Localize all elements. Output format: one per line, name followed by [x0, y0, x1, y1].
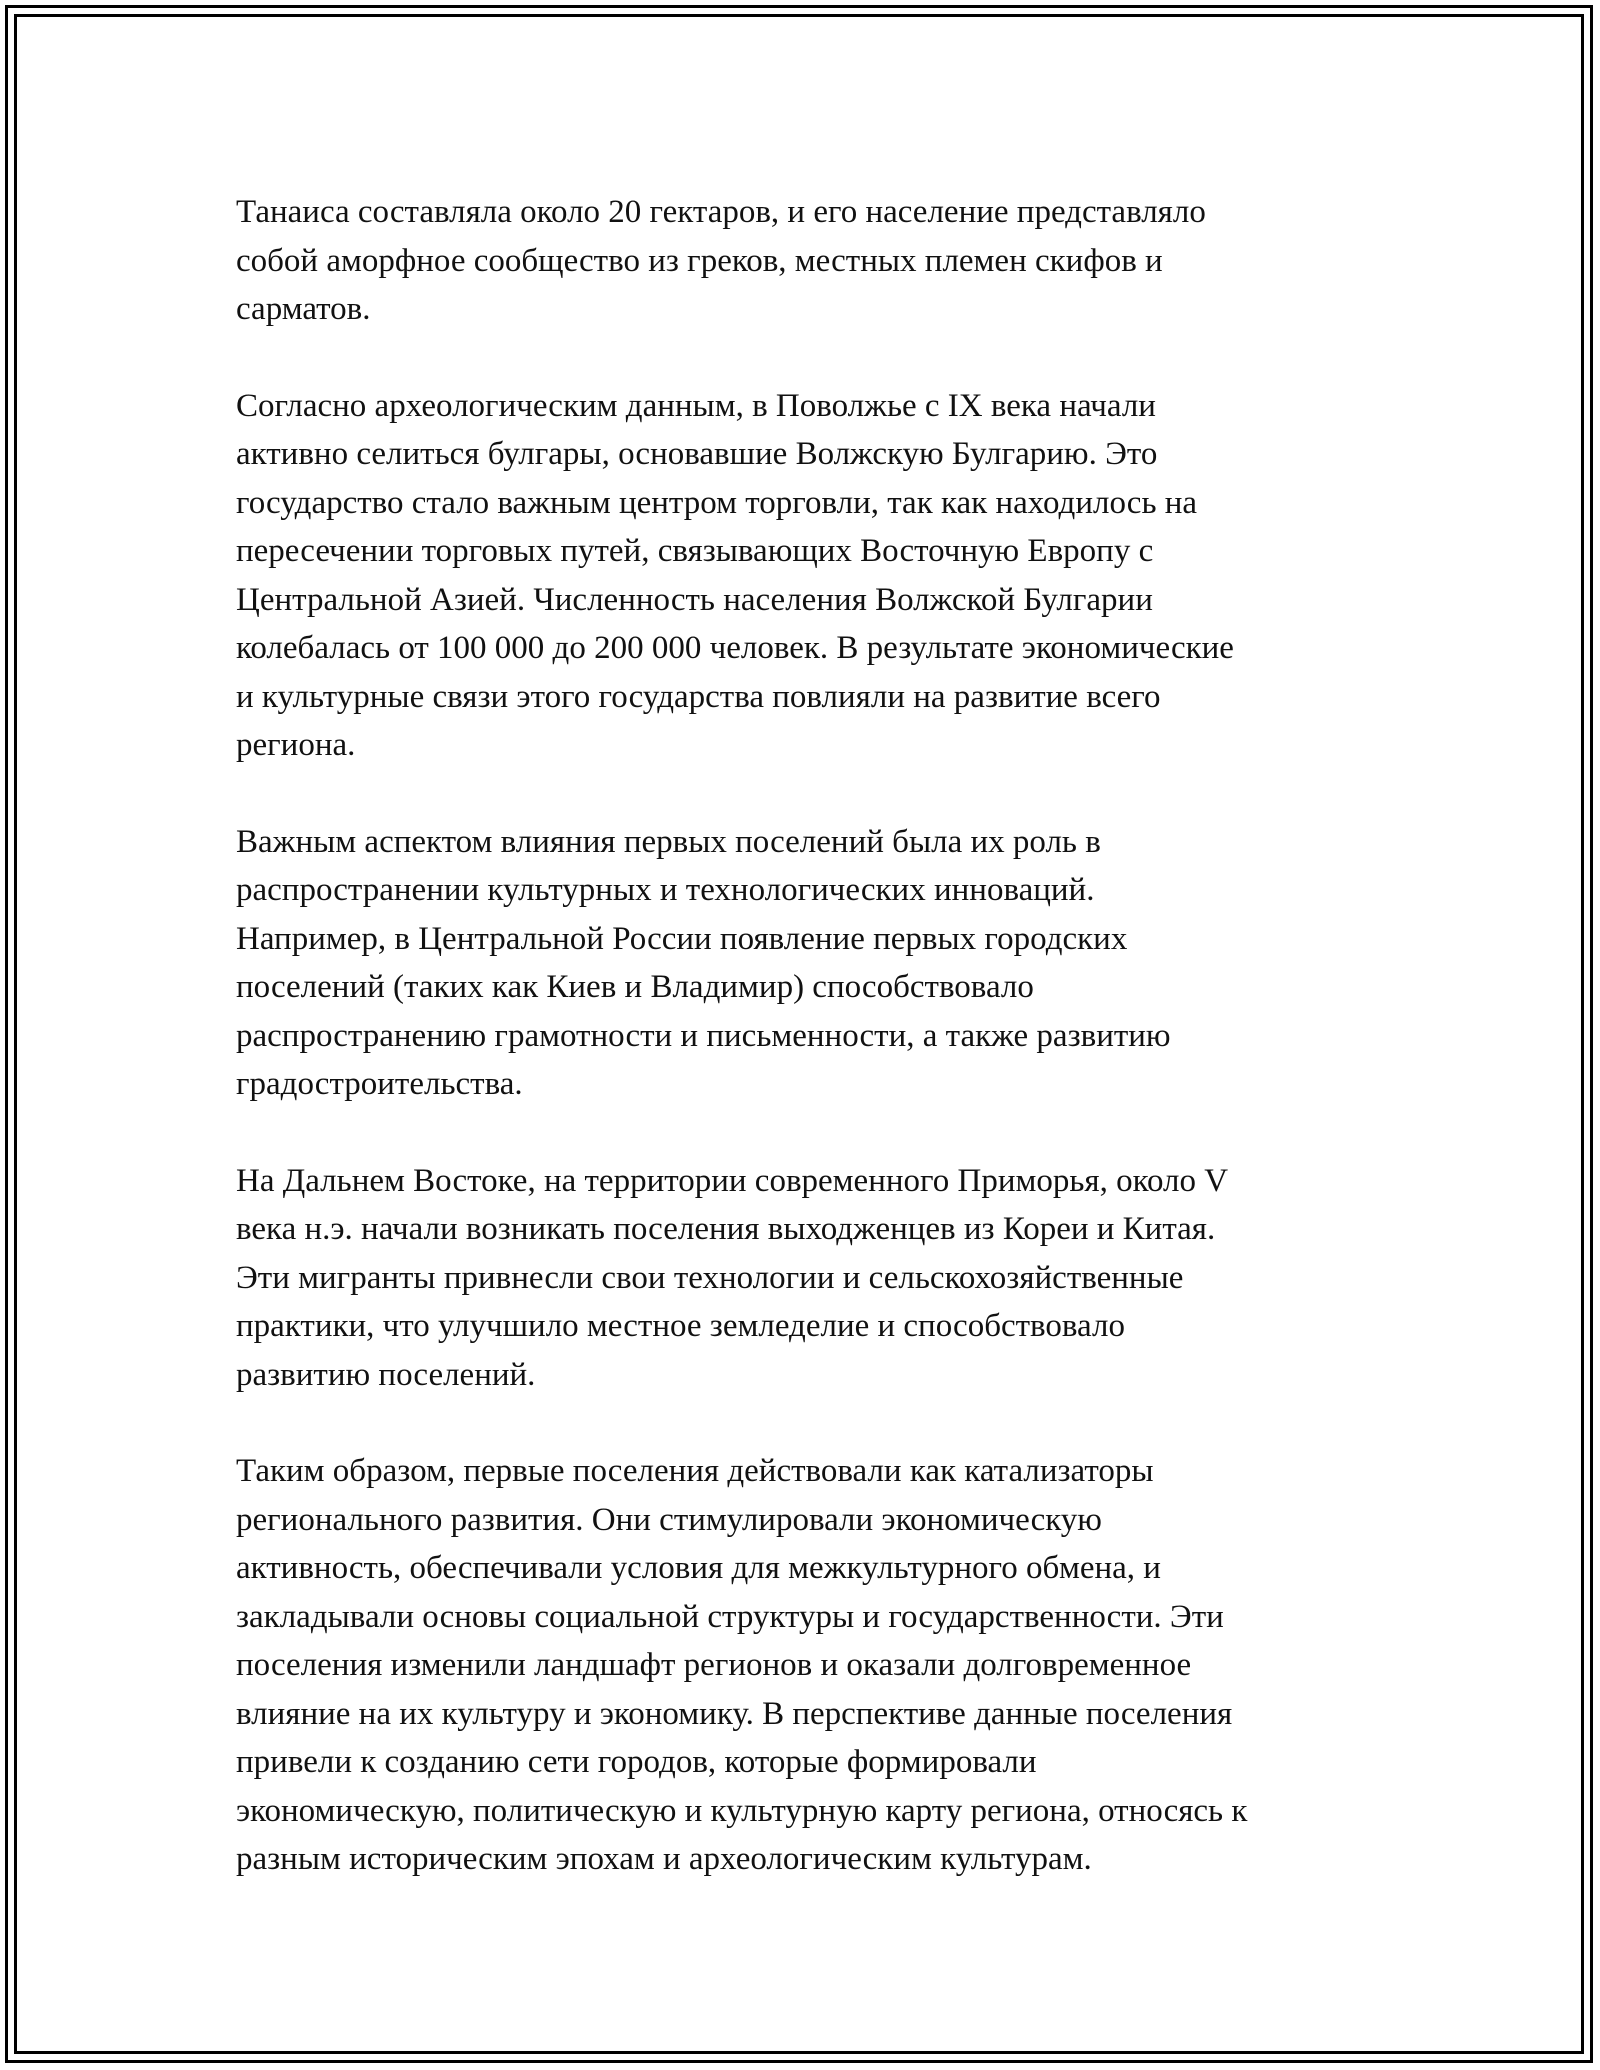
text-line: поселения изменили ландшафт регионов и оказали долговременное [236, 1647, 1192, 1683]
text-line: распространении культурных и технологических инноваций. [236, 872, 1095, 908]
text-line: Танаиса составляла около 20 гектаров, и его население представляло [236, 194, 1206, 230]
paragraph [236, 188, 1376, 334]
text-line: активно селиться булгары, основавшие Волжскую Булгарию. Это [236, 436, 1158, 472]
paragraph [236, 818, 1376, 1109]
paragraph [236, 1157, 1376, 1400]
text-line: привели к созданию сети городов, которые формировали [236, 1744, 1037, 1780]
text-line: века н.э. начали возникать поселения выходженцев из Кореи и Китая. [236, 1211, 1216, 1247]
text-line: собой аморфное сообщество из греков, местных племен скифов и [236, 242, 1163, 279]
text-line: поселений (таких как Киев и Владимир) способствовало [236, 969, 1034, 1005]
text-line: Согласно археологическим данным, в Поволжье с IX века начали [236, 387, 1156, 424]
text-line: разным историческим эпохам и археологическим культурам. [236, 1841, 1092, 1877]
text-line: колебалась от 100 000 до 200 000 человек. В результате экономические [236, 630, 1234, 666]
text-line: Эти мигранты привнесли свои технологии и сельскохозяйственные [236, 1259, 1184, 1296]
text-line: практики, что улучшило местное земледелие и способствовало [236, 1308, 1125, 1344]
text-line: градостроительства. [236, 1066, 523, 1102]
text-line: сарматов. [236, 291, 371, 327]
document-body [236, 188, 1376, 1932]
text-line: влияние на их культуру и экономику. В перспективе данные поселения [236, 1695, 1233, 1732]
text-line: экономическую, политическую и культурную карту региона, относясь к [236, 1792, 1248, 1829]
text-line: закладывали основы социальной структуры и государственности. Эти [236, 1598, 1224, 1635]
text-line: Важным аспектом влияния первых поселений была их роль в [236, 823, 1101, 860]
text-line: На Дальнем Востоке, на территории современного Приморья, около V [236, 1162, 1229, 1199]
text-line: Центральной Азией. Численность населения Волжской Булгарии [236, 581, 1153, 618]
text-line: активность, обеспечивали условия для межкультурного обмена, и [236, 1550, 1161, 1586]
text-line: развитию поселений. [236, 1356, 536, 1393]
text-line: Например, в Центральной России появление первых городских [236, 920, 1128, 957]
text-line: региона. [236, 727, 356, 763]
paragraph [236, 1447, 1376, 1884]
text-line: регионального развития. Они стимулировали экономическую [236, 1501, 1102, 1538]
text-line: распространению грамотности и письменности, а также развитию [236, 1017, 1171, 1054]
text-line: и культурные связи этого государства повлияли на развитие всего [236, 678, 1161, 715]
paragraph [236, 382, 1376, 770]
text-line: пересечении торговых путей, связывающих Восточную Европу с [236, 533, 1154, 569]
text-line: Таким образом, первые поселения действовали как катализаторы [236, 1453, 1154, 1489]
text-line: государство стало важным центром торговли, так как находилось на [236, 484, 1198, 521]
